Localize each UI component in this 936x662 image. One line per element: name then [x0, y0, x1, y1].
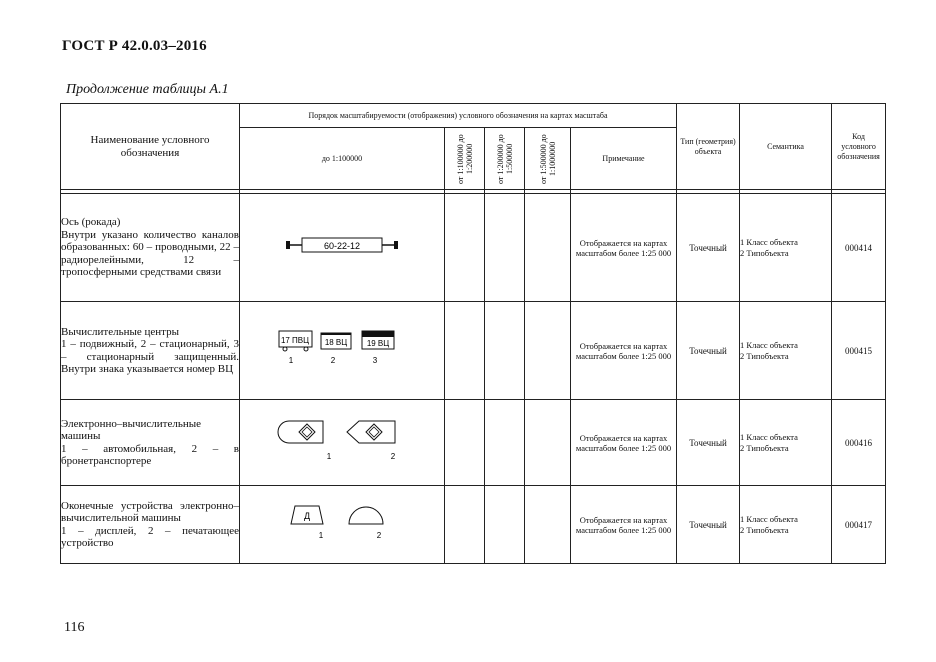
table-row — [61, 400, 886, 486]
header-scale-4: от 1:500000 до 1:1000000 — [525, 128, 571, 190]
header-code: Код условного обозначения — [832, 104, 886, 190]
row-note: Отображается на картах масштабом более 1:25 000 — [571, 400, 677, 486]
symbol-computers — [240, 400, 445, 486]
symbol-label: 60-22-12 — [323, 241, 361, 251]
header-type: Тип (геометрия) объекта — [677, 104, 740, 190]
row-type: Точечный — [677, 194, 740, 302]
symbol-number-1: 1 — [318, 531, 324, 540]
row-code: 000416 — [832, 400, 886, 486]
row-semantics: 1 Класс объекта 2 Типобъекта — [740, 302, 832, 400]
header-semantics: Семантика — [740, 104, 832, 190]
symbol-number-1: 1 — [288, 356, 294, 365]
header-scale-group: Порядок масштабируемости (отображения) условного обозначения на картах масштаба — [240, 104, 677, 128]
header-scale-2: от 1:100000 до 1:200000 — [445, 128, 485, 190]
symbol-label-2: 18 ВЦ — [324, 338, 348, 347]
symbol-axis — [240, 194, 445, 302]
symbol-computing-centers — [240, 302, 445, 400]
row-type: Точечный — [677, 302, 740, 400]
row-name: Вычислительные центры 1 – подвижный, 2 – стационарный, 3 – стационарный защищенный. Внутри знака указывается номер ВЦ — [61, 302, 240, 400]
row-semantics: 1 Класс объекта 2 Типобъекта — [740, 486, 832, 564]
symbol-number-2: 2 — [376, 531, 382, 540]
row-note: Отображается на картах масштабом более 1:25 000 — [571, 194, 677, 302]
row-code: 000417 — [832, 486, 886, 564]
header-scale-3: от 1:200000 до 1:500000 — [485, 128, 525, 190]
row-note: Отображается на картах масштабом более 1:25 000 — [571, 302, 677, 400]
row-type: Точечный — [677, 486, 740, 564]
symbol-label-3: 19 ВЦ — [366, 339, 390, 348]
row-code: 000415 — [832, 302, 886, 400]
row-semantics: 1 Класс объекта 2 Типобъекта — [740, 194, 832, 302]
header-note: Примечание — [571, 128, 677, 190]
symbol-number-1: 1 — [326, 452, 332, 461]
display-label: Д — [303, 511, 311, 521]
header-scale-1: до 1:100000 — [240, 128, 445, 190]
table-caption: Продолжение таблицы А.1 — [66, 82, 229, 97]
row-name: Электронно–вычислительные машины 1 – автомобильная, 2 – в бронетранспортере — [61, 400, 240, 486]
symbol-number-2: 2 — [330, 356, 336, 365]
row-note: Отображается на картах масштабом более 1:25 000 — [571, 486, 677, 564]
row-semantics: 1 Класс объекта 2 Типобъекта — [740, 400, 832, 486]
table-row — [61, 302, 886, 400]
document-title: ГОСТ Р 42.0.03–2016 — [62, 38, 207, 54]
symbol-label-1: 17 ПВЦ — [280, 336, 310, 345]
symbol-number-3: 3 — [372, 356, 378, 365]
symbols-table — [60, 103, 886, 564]
row-type: Точечный — [677, 400, 740, 486]
row-code: 000414 — [832, 194, 886, 302]
page-number: 116 — [64, 620, 85, 635]
header-name: Наименование условного обозначения — [61, 104, 240, 190]
row-name: Оконечные устройства электронно–вычислительной машины 1 – дисплей, 2 – печатающее устройство — [61, 486, 240, 564]
table-row — [61, 194, 886, 302]
symbol-number-2: 2 — [390, 452, 396, 461]
row-name: Ось (рокада) Внутри указано количество каналов образованных: 60 – проводными, 22 – радиорелейными, 12 – тропосферными средствами связи — [61, 194, 240, 302]
symbol-terminals — [240, 486, 445, 564]
table-row — [61, 486, 886, 564]
